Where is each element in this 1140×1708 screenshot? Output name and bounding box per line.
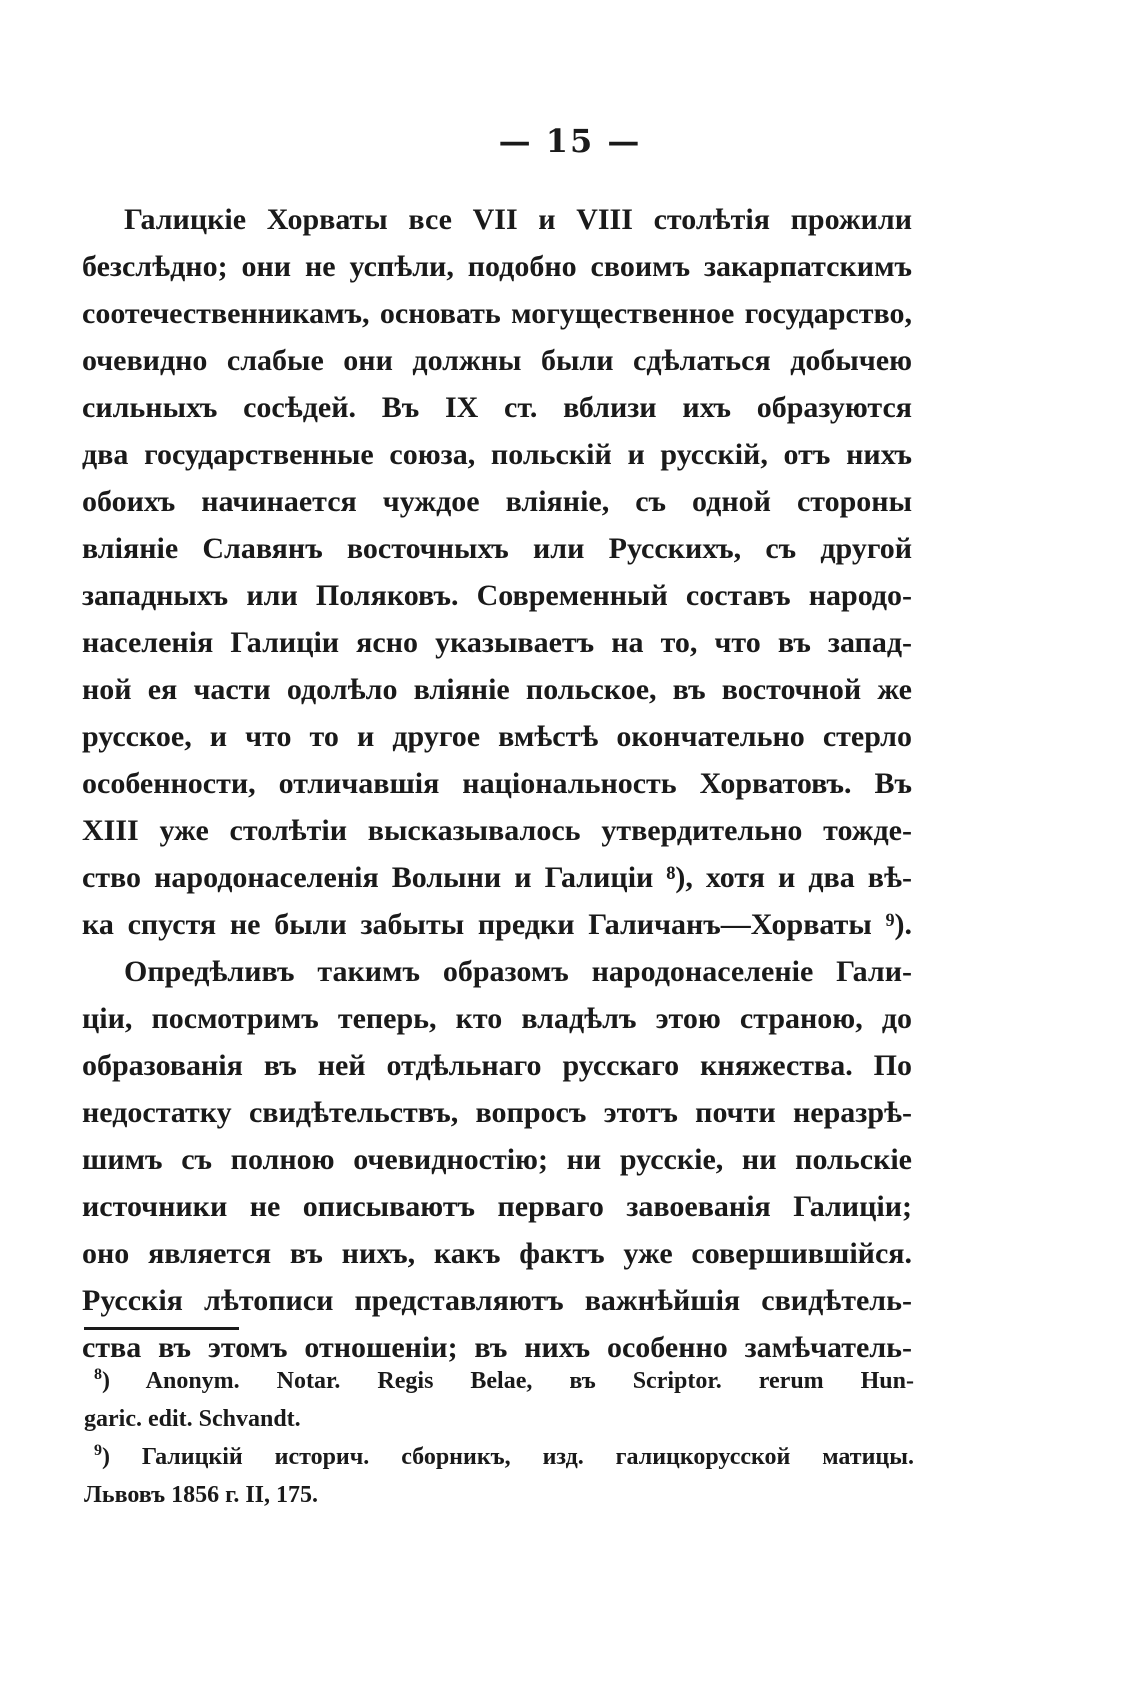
- text-line: ство народонаселенія Волыни и Галиціи ⁸), хотя и два вѣ-: [82, 861, 912, 894]
- text-line: Опредѣливъ такимъ образомъ народонаселеніе Гали-: [124, 955, 912, 988]
- footnote-text: garic. edit. Schvandt.: [84, 1406, 301, 1432]
- text-line: шимъ съ полною очевидностію; ни русскіе, ни польскіе: [82, 1143, 912, 1176]
- text-line: недостатку свидѣтельствъ, вопросъ этотъ почти неразрѣ-: [82, 1096, 912, 1129]
- footnote-line: $^8$) Anonym. Notar. Regis Belae, въ Scriptor. rerum Hun-: [94, 1366, 914, 1394]
- text-line: образованія въ ней отдѣльнаго русскаго княжества. По: [82, 1049, 912, 1082]
- footnote-line: [84, 1476, 914, 1514]
- footnote-marker: 9: [94, 1442, 102, 1459]
- text-line: ной ея части одолѣло вліяніе польское, въ восточной же: [82, 673, 912, 706]
- text-line: населенія Галиціи ясно указываетъ на то, что въ запад-: [82, 626, 912, 659]
- main-text: [82, 196, 912, 1371]
- text-line: особенности, отличавшія національность Хорватовъ. Въ: [82, 767, 912, 800]
- text-line: сильныхъ сосѣдей. Въ IX ст. вблизи ихъ образуются: [82, 391, 912, 424]
- text-line: Русскія лѣтописи представляютъ важнѣйшія свидѣтель-: [82, 1284, 912, 1317]
- text-line: обоихъ начинается чуждое вліяніе, съ одной стороны: [82, 485, 912, 518]
- text-line: вліяніе Славянъ восточныхъ или Русскихъ, съ другой: [82, 532, 912, 565]
- footnote-marker: 8: [94, 1366, 102, 1383]
- text-line: ства въ этомъ отношеніи; въ нихъ особенно замѣчатель-: [82, 1331, 912, 1364]
- page-number: — 15 —: [498, 122, 642, 160]
- text-line: XIII уже столѣтіи высказывалось утвердительно тожде-: [82, 814, 912, 847]
- text-line: соотечественникамъ, основать могущественное государство,: [82, 297, 912, 330]
- text-line: безслѣдно; они не успѣли, подобно своимъ закарпатскимъ: [82, 250, 912, 283]
- footnote-line: [84, 1400, 914, 1438]
- text-line: русское, и что то и другое вмѣстѣ окончательно стерло: [82, 720, 912, 753]
- text-line: Галицкіе Хорваты все VII и VIII столѣтія прожили: [124, 203, 912, 236]
- text-line: два государственные союза, польскій и русскій, отъ нихъ: [82, 438, 912, 471]
- text-line: очевидно слабые они должны были сдѣлаться добычею: [82, 344, 912, 377]
- text-line: ка спустя не были забыты предки Галичанъ—Хорваты ⁹).: [82, 908, 912, 941]
- text-line: источники не описываютъ перваго завоеванія Галиціи;: [82, 1190, 912, 1223]
- footnote-line: $^9$) Галицкій историч. сборникъ, изд. галицкорусской матицы.: [94, 1442, 914, 1470]
- text-line: западныхъ или Поляковъ. Современный составъ народо-: [82, 579, 912, 612]
- footnote-text: Галицкій историч. сборникъ, изд. галицкорусской матицы.: [141, 1444, 914, 1470]
- footnote-separator: [84, 1327, 239, 1330]
- footnote-text: Львовъ 1856 г. II, 175.: [84, 1482, 318, 1508]
- text-line: оно является въ нихъ, какъ фактъ уже совершившійся.: [82, 1237, 912, 1270]
- footnote-text: Anonym. Notar. Regis Belae, въ Scriptor. rerum Hun-: [145, 1368, 914, 1394]
- footnotes: [84, 1362, 914, 1514]
- text-line: ціи, посмотримъ теперь, кто владѣлъ этою страною, до: [82, 1002, 912, 1035]
